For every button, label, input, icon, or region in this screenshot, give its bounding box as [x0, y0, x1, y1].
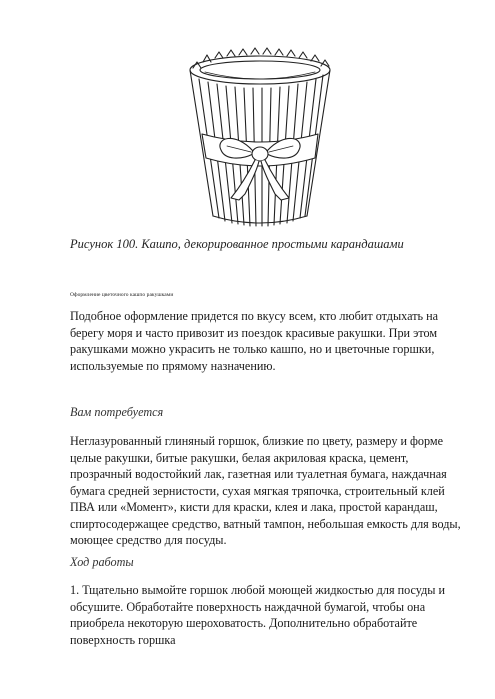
workflow-step-1: 1. Тщательно вымойте горшок любой моющей жидкостью для посуды и обсушите. Обработайте поверхность наждачной бумагой, чтобы она приобрела некоторую шероховатость. Дополнительно обработайте поверхность горшка	[70, 583, 446, 647]
pencil-pot-drawing	[175, 46, 345, 232]
intro-paragraph: Подобное оформление придется по вкусу всем, кто любит отдыхать на берегу моря и часто привозит из поездок красивые ракушки. При этом ракушками можно украсить не только кашпо, но и цветочные горшки, используемые по прямому назначению.	[70, 309, 439, 373]
pencil-pot-illustration	[175, 46, 345, 232]
figure-caption: Рисунок 100. Кашпо, декорированное простыми карандашами	[70, 237, 404, 251]
materials-paragraph: Неглазурованный глиняный горшок, близкие по цвету, размеру и форме целые ракушки, битые ракушки, белая акриловая краска, цемент, прозрачный водостойкий лак, газетная или туалетная бумага, наждачная бумага средней зернистости, сухая мягкая тряпочка, строительный клей ПВА или «Момент», кисти для краски, клея и лака, простой карандаш, спиртосодержащее средство, ватный тампон, небольшая емкость для воды, моющее средство для посуды.	[70, 434, 461, 547]
materials-title: Вам потребуется	[70, 405, 164, 419]
section-heading-small: Оформление цветочного кашпо ракушками	[70, 292, 174, 298]
workflow-title: Ход работы	[70, 555, 134, 569]
